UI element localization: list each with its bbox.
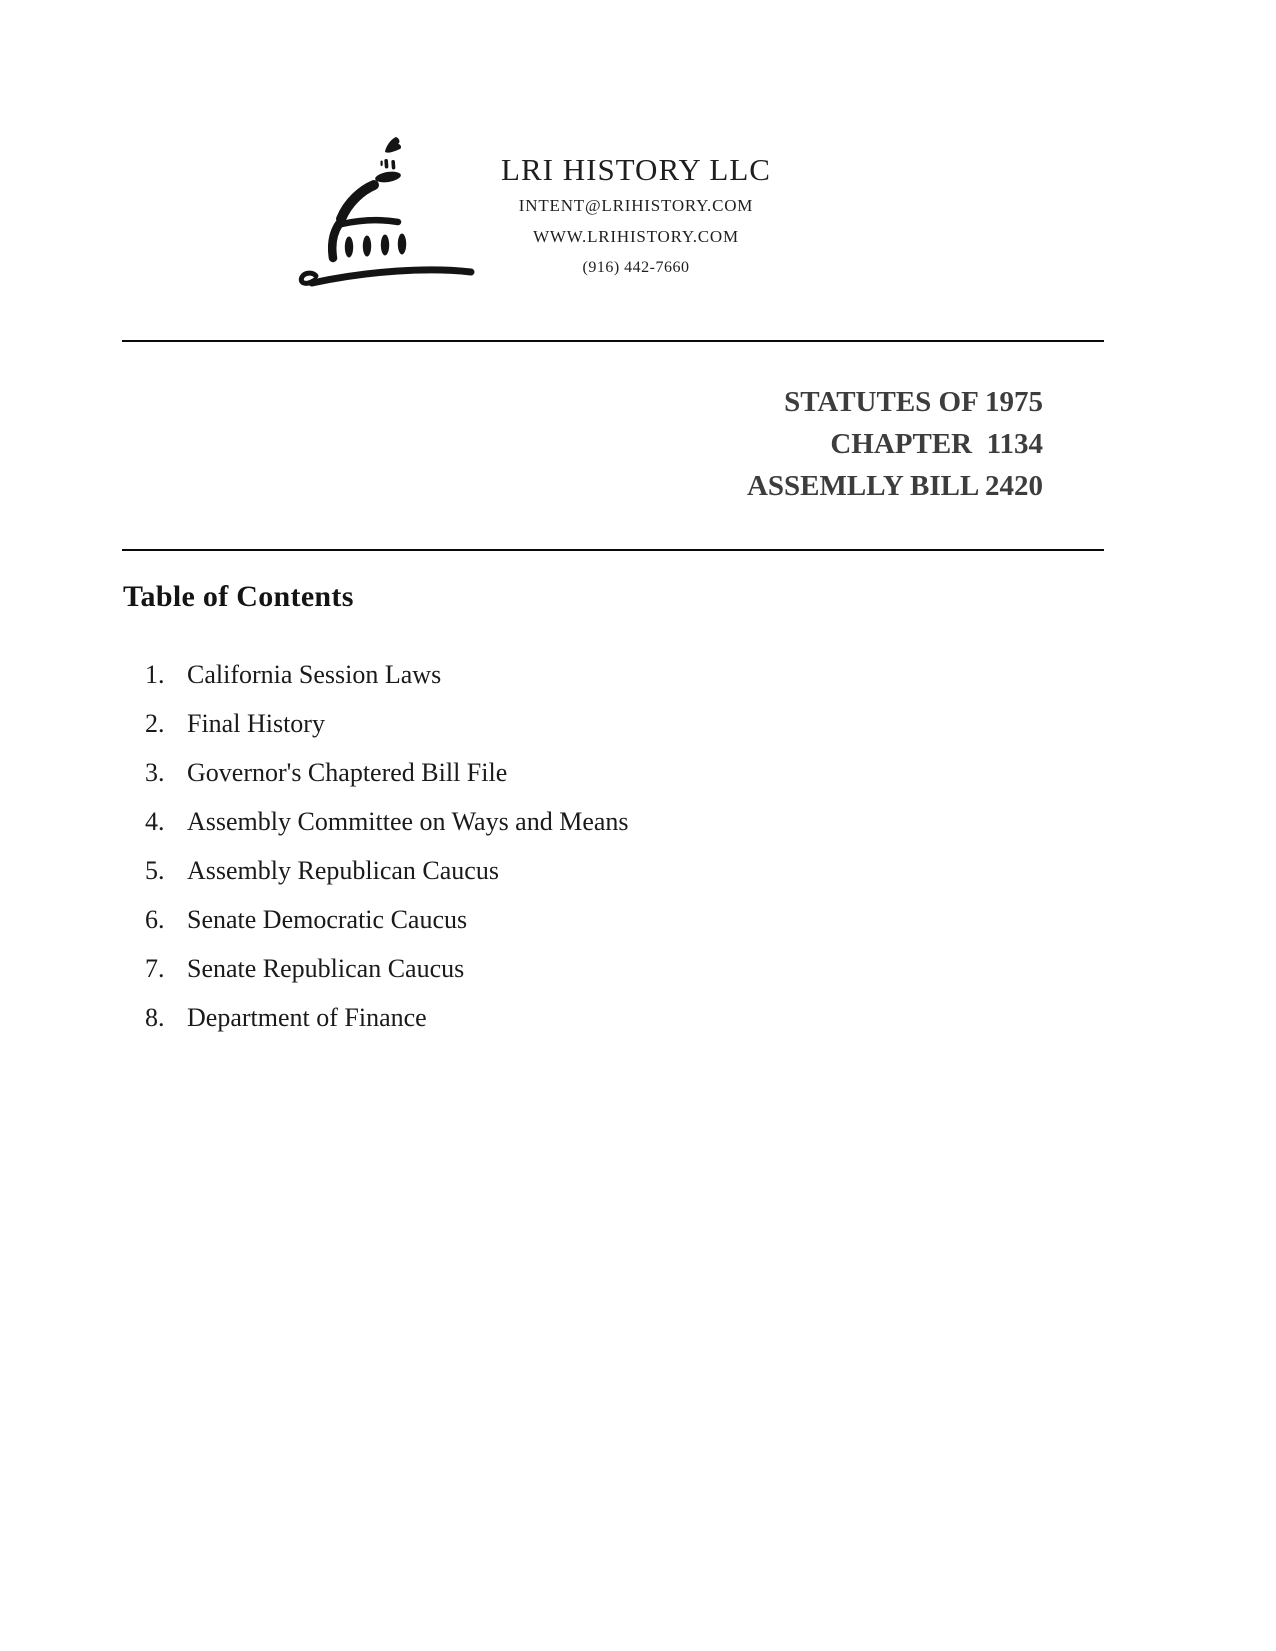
statutes-line: STATUTES OF 1975 [784,386,1043,418]
toc-item-label: California Session Laws [187,659,442,689]
toc-item [145,650,629,699]
toc-item-label: Final History [187,708,325,738]
toc-item-number: 4. [145,806,165,836]
contact-email: INTENT@LRIHISTORY.COM [518,196,754,215]
toc-item-number: 7. [145,953,165,983]
company-name: LRI HISTORY LLC [501,152,771,187]
toc-list [145,650,629,1042]
toc-item-label: Department of Finance [187,1002,427,1032]
toc-item [145,993,629,1042]
toc-item-number: 3. [145,757,165,787]
contact-website: WWW.LRIHISTORY.COM [533,227,739,246]
toc-item-label: Governor's Chaptered Bill File [187,757,508,787]
toc-item [145,895,629,944]
contact-phone: (916) 442-7660 [582,259,690,276]
toc-item-number: 5. [145,855,165,885]
divider-bottom [122,549,1104,551]
bill-line: ASSEMLLY BILL 2420 [746,470,1043,502]
toc-item-label: Senate Democratic Caucus [187,904,468,934]
toc-title: Table of Contents [123,580,354,613]
toc-item-number: 1. [145,659,165,689]
toc-item-number: 2. [145,708,165,738]
divider-top [122,340,1104,342]
toc-item [145,846,629,895]
toc-item [145,748,629,797]
toc-item-label: Senate Republican Caucus [187,953,465,983]
case-heading [543,381,1043,507]
toc-item-label: Assembly Republican Caucus [187,855,499,885]
toc-item-number: 6. [145,904,165,934]
toc-item [145,944,629,993]
toc-item [145,699,629,748]
toc-item-label: Assembly Committee on Ways and Means [187,806,629,836]
chapter-line: CHAPTER 1134 [830,428,1043,460]
toc-item [145,797,629,846]
letterhead [386,150,886,283]
toc-item-number: 8. [145,1002,165,1032]
